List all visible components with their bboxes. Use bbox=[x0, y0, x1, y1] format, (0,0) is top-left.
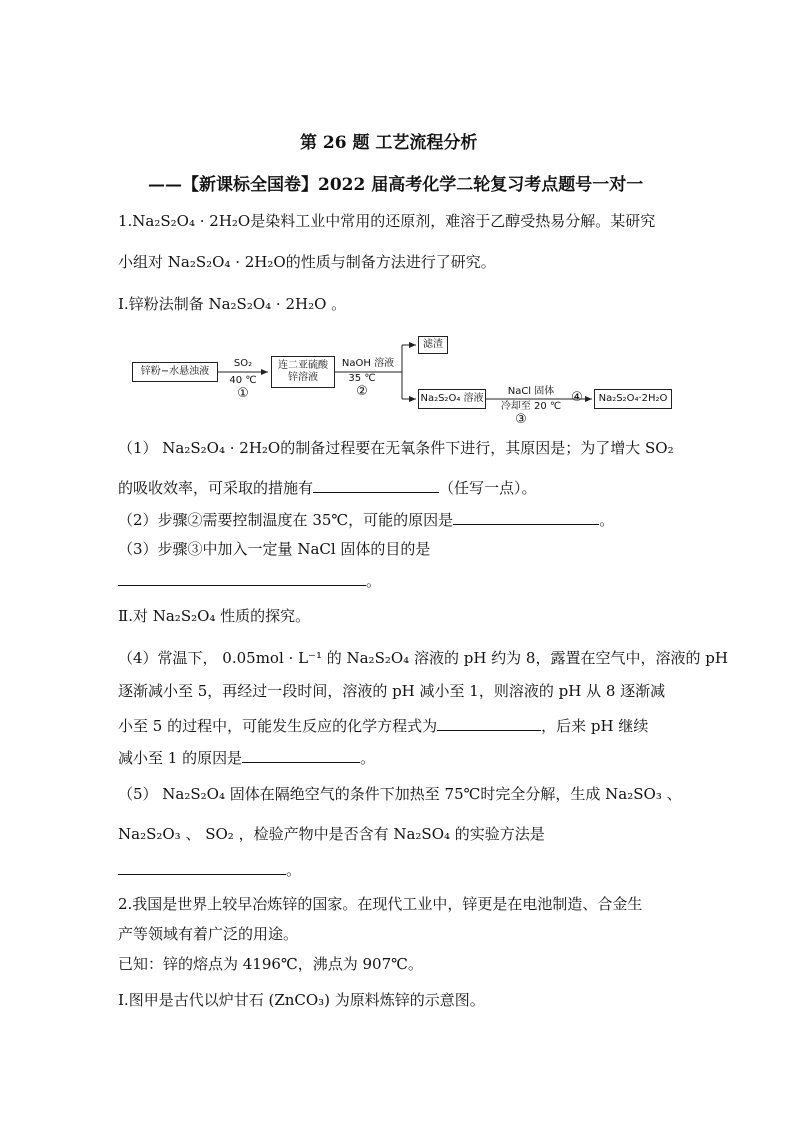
q2-line1: 2.我国是世界上较早冶炼锌的国家。在现代工业中，锌更是在电池制造、合金生 bbox=[118, 895, 643, 913]
q1-part4-line1: （4）常温下， 0.05mol · L⁻¹ 的 Na₂S₂O₄ 溶液的 pH 约为 8，露置在空气中，溶液的 pH bbox=[118, 649, 728, 667]
q1-intro-line1: 1.Na₂S₂O₄ · 2H₂O是染料工业中常用的还原剂，难溶于乙醇受热易分解。某研究 bbox=[118, 212, 656, 230]
flow-box-zinc-dithionite: 连二亚硫酸锌溶液 bbox=[271, 356, 335, 388]
q1-part4-line3-tail: ，后来 pH 继续 bbox=[541, 717, 649, 735]
q1-part1-line2-tail: （任写一点）。 bbox=[439, 479, 537, 497]
q1-intro-line2: 小组对 Na₂S₂O₄ · 2H₂O的性质与制备方法进行了研究。 bbox=[118, 253, 496, 271]
q1-part4-line4-tail: 。 bbox=[360, 749, 376, 767]
flow-step1-number: ① bbox=[237, 386, 249, 401]
q1-section-1-heading: Ⅰ.锌粉法制备 Na₂S₂O₄ · 2H₂O 。 bbox=[118, 295, 347, 313]
answer-blank-4[interactable] bbox=[437, 718, 541, 731]
q1-part5-tail: 。 bbox=[286, 861, 302, 879]
q1-section-2-heading: Ⅱ.对 Na₂S₂O₄ 性质的探究。 bbox=[118, 607, 311, 625]
q1-part2 bbox=[118, 512, 614, 528]
flow-step3-number: ③ bbox=[515, 412, 527, 427]
answer-blank-6[interactable] bbox=[118, 862, 286, 875]
q1-part2-text: （2）步骤②需要控制温度在 35℃，可能的原因是 bbox=[118, 511, 454, 529]
flow-step3-reagent: NaCl 固体 bbox=[507, 386, 555, 397]
q1-part3: （3）步骤③中加入一定量 NaCl 固体的目的是 bbox=[118, 540, 431, 558]
q1-part1-line2 bbox=[118, 480, 537, 496]
q1-part4-line2: 逐渐减小至 5，再经过一段时间，溶液的 pH 减小至 1，则溶液的 pH 从 8 逐渐减 bbox=[118, 682, 666, 700]
flow-step2-reagent: NaOH 溶液 bbox=[341, 358, 395, 369]
flow-step2-temp: 35 ℃ bbox=[348, 373, 376, 384]
flow-box-residue: 滤渣 bbox=[418, 336, 448, 354]
answer-blank-3[interactable] bbox=[118, 573, 366, 586]
flow-box-sodium-dithionite-solution: Na₂S₂O₄ 溶液 bbox=[418, 389, 486, 409]
answer-blank-1[interactable] bbox=[313, 480, 439, 493]
answer-blank-5[interactable] bbox=[242, 750, 360, 763]
q1-part4-line4 bbox=[118, 750, 375, 766]
flow-step1-reagent: SO₂ bbox=[233, 358, 253, 369]
q1-part3-answer bbox=[118, 573, 381, 589]
flow-step3-condition: 冷却至 20 ℃ bbox=[500, 401, 562, 412]
q2-line4: Ⅰ.图甲是古代以炉甘石 (ZnCO₃) 为原料炼锌的示意图。 bbox=[118, 991, 485, 1009]
flow-box-zinc-suspension: 锌粉−水悬浊液 bbox=[132, 362, 218, 382]
q2-line3: 已知：锌的熔点为 4196℃，沸点为 907℃。 bbox=[118, 955, 423, 973]
q1-part4-line4-text: 减小至 1 的原因是 bbox=[118, 749, 243, 767]
q1-part5-line2: Na₂S₂O₃ 、 SO₂ ，检验产物中是否含有 Na₂SO₄ 的实验方法是 bbox=[118, 825, 545, 843]
q1-part5-answer bbox=[118, 862, 301, 878]
page-title: 第 26 题 工艺流程分析 bbox=[300, 133, 478, 153]
flow-box-product: Na₂S₂O₄·2H₂O bbox=[594, 389, 672, 409]
q1-part2-tail: 。 bbox=[599, 511, 615, 529]
q1-part4-line3 bbox=[118, 718, 648, 734]
q1-part4-line3-text: 小至 5 的过程中，可能发生反应的化学方程式为 bbox=[118, 717, 438, 735]
q1-part1-line2-text: 的吸收效率，可采取的措施有 bbox=[118, 479, 314, 497]
flow-step1-temp: 40 ℃ bbox=[229, 375, 257, 386]
q1-part1-line1: （1） Na₂S₂O₄ · 2H₂O的制备过程要在无氧条件下进行，其原因是；为了增大 SO₂ bbox=[118, 439, 674, 457]
q1-part3-tail: 。 bbox=[366, 572, 382, 590]
flow-step4-number: ④ bbox=[571, 390, 583, 405]
q2-line2: 产等领域有着广泛的用途。 bbox=[118, 925, 299, 943]
page-subtitle: ——【新课标全国卷】2022 届高考化学二轮复习考点题号一对一 bbox=[148, 175, 644, 195]
q1-part5-line1: （5） Na₂S₂O₄ 固体在隔绝空气的条件下加热至 75℃时完全分解，生成 Na₂SO₃ 、 bbox=[118, 785, 682, 803]
flow-step2-number: ② bbox=[356, 384, 368, 399]
answer-blank-2[interactable] bbox=[453, 512, 599, 525]
